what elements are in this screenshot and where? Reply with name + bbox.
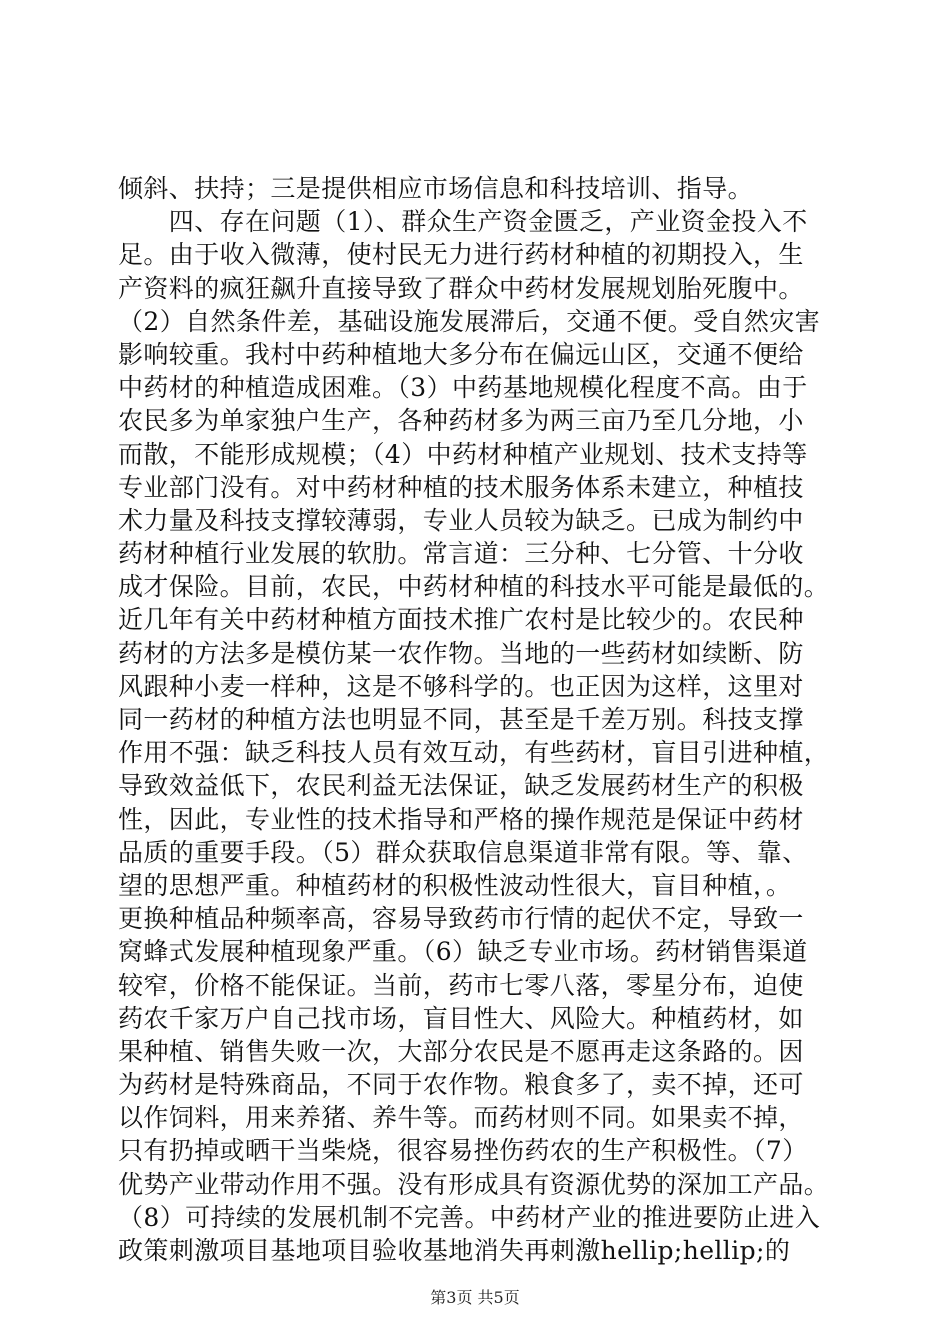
text-line: 更换种植品种频率高，容易导致药市行情的起伏不定，导致一: [118, 904, 804, 934]
text-line: 以作饲料，用来养猪、养牛等。而药材则不同。如果卖不掉，: [118, 1103, 804, 1133]
text-line: 药材的方法多是模仿某一农作物。当地的一些药材如续断、防: [118, 638, 804, 668]
text-line: 药农千家万户自己找市场，盲目性大、风险大。种植药材，如: [118, 1003, 804, 1033]
text-line: 倾斜、扶持；三是提供相应市场信息和科技培训、指导。: [118, 174, 754, 203]
text-line: 性，因此，专业性的技术指导和严格的操作规范是保证中药材: [118, 804, 804, 834]
text-line: 农民多为单家独户生产，各种药材多为两三亩乃至几分地，小: [118, 406, 804, 436]
text-line: 只有扔掉或晒干当柴烧，很容易挫伤药农的生产积极性。（7）: [118, 1136, 808, 1166]
text-line: 专业部门没有。对中药材种植的技术服务体系未建立，种植技: [118, 472, 804, 502]
text-line: 为药材是特殊商品，不同于农作物。粮食多了，卖不掉，还可: [118, 1070, 804, 1100]
body-text: [118, 172, 848, 1267]
text-line: 药材种植行业发展的软肋。常言道：三分种、七分管、十分收: [118, 539, 804, 569]
text-line: 果种植、销售失败一次，大部分农民是不愿再走这条路的。因: [118, 1036, 804, 1066]
text-line: 品质的重要手段。（5）群众获取信息渠道非常有限。等、靠、: [118, 837, 808, 867]
text-line: 术力量及科技支撑较薄弱，专业人员较为缺乏。已成为制约中: [118, 505, 804, 535]
text-line: （8）可持续的发展机制不完善。中药材产业的推进要防止进入: [118, 1202, 821, 1232]
page-number-label: 第3页 共5页: [430, 1288, 520, 1307]
text-line: 影响较重。我村中药种植地大多分布在偏远山区，交通不便给: [118, 339, 804, 369]
text-line: 窝蜂式发展种植现象严重。（6）缺乏专业市场。药材销售渠道: [118, 937, 808, 967]
text-line: 较窄，价格不能保证。当前，药市七零八落，零星分布，迫使: [118, 970, 804, 1000]
text-line: 近几年有关中药材种植方面技术推广农村是比较少的。农民种: [118, 605, 804, 635]
text-line: 风跟种小麦一样种，这是不够科学的。也正因为这样，这里对: [118, 671, 804, 701]
text-line: 产资料的疯狂飙升直接导致了群众中药材发展规划胎死腹中。: [118, 273, 804, 303]
text-line: 中药材的种植造成困难。（3）中药基地规模化程度不高。由于: [118, 373, 808, 403]
text-line: 作用不强：缺乏科技人员有效互动，有些药材，盲目引进种植，: [118, 738, 830, 768]
text-line: 望的思想严重。种植药材的积极性波动性很大，盲目种植，。: [118, 870, 792, 900]
text-line: 而散，不能形成规模；（4）中药材种植产业规划、技术支持等: [118, 439, 808, 469]
text-line: 同一药材的种植方法也明显不同，甚至是千差万别。科技支撑: [118, 705, 804, 734]
page-footer: [0, 1288, 950, 1308]
text-line: 足。由于收入微薄，使村民无力进行药材种植的初期投入，生: [118, 240, 804, 270]
text-line: 导致效益低下，农民利益无法保证，缺乏发展药材生产的积极: [118, 771, 804, 801]
text-line: （2）自然条件差，基础设施发展滞后，交通不便。受自然灾害: [118, 306, 821, 336]
text-line: 四、存在问题（1）、群众生产资金匮乏，产业资金投入不: [118, 207, 808, 237]
text-line: 成才保险。目前，农民，中药材种植的科技水平可能是最低的。: [118, 572, 830, 602]
text-line: 优势产业带动作用不强。没有形成具有资源优势的深加工产品。: [118, 1169, 830, 1199]
text-line: 政策刺激项目基地项目验收基地消失再刺激hellip;hellip;的: [118, 1236, 791, 1265]
